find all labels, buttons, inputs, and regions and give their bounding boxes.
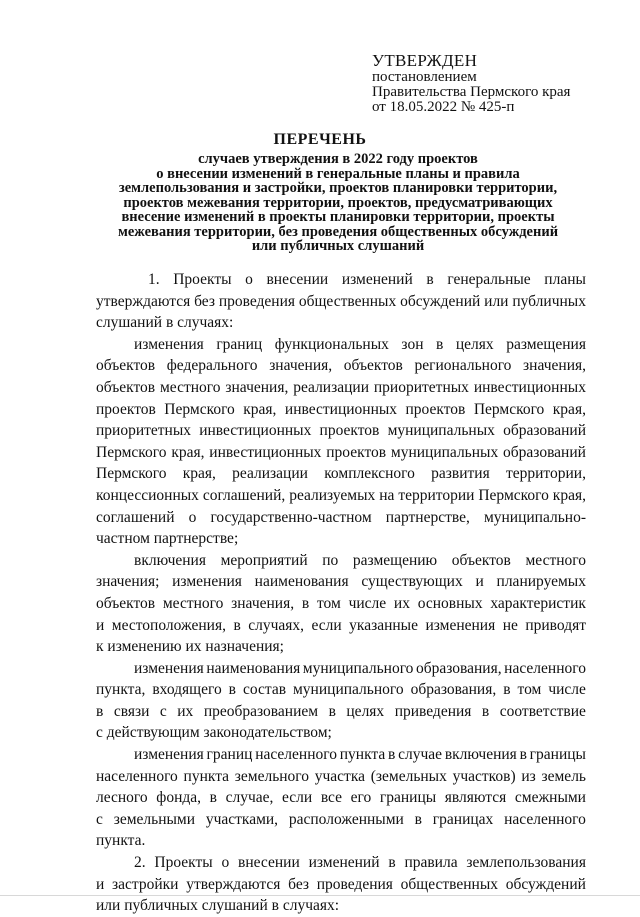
- document-subtitle: [100, 152, 576, 254]
- body-line: пункта, входящего в состав муниципального образования, в том числе: [96, 681, 586, 699]
- approval-line: Правительства Пермского края: [372, 84, 571, 100]
- body-line: соглашений о государственно-частном партнерстве, муниципально-: [96, 508, 586, 526]
- body-line: лесного фонда, в случае, если все его границы являются смежными: [96, 789, 586, 807]
- subtitle-line: землепользования и застройки, проектов планировки территории,: [118, 180, 558, 196]
- subtitle-line: случаев утверждения в 2022 году проектов: [198, 151, 478, 167]
- body-line: приоритетных инвестиционных проектов муниципальных образований: [96, 422, 586, 440]
- body-line: значения; изменения наименования существующих и планируемых: [96, 573, 586, 591]
- body-line: к изменению их назначения;: [96, 638, 284, 656]
- body-line: 2. Проекты о внесении изменений в правила землепользования: [134, 854, 586, 872]
- body-line: слушаний в случаях:: [96, 314, 234, 332]
- body-line: Пермского края, реализации комплексного развития территории,: [96, 465, 586, 483]
- body-line: объектов местного значения, в том числе их основных характеристик: [96, 594, 586, 612]
- page-edge-divider: [0, 895, 640, 896]
- body-line: проектов Пермского края, инвестиционных проектов Пермского края,: [96, 400, 586, 418]
- body-line: пункта.: [96, 832, 146, 850]
- body-line: населенного пункта земельного участка (земельных участков) из земель: [96, 767, 586, 785]
- body-line: с земельными участками, расположенными в границах населенного: [96, 810, 586, 828]
- approval-line: постановлением: [372, 69, 477, 85]
- document-body: [96, 269, 586, 917]
- body-line: объектов местного значения, реализации приоритетных инвестиционных: [96, 378, 586, 396]
- body-line: Пермского края, инвестиционных проектов муниципальных образований: [96, 443, 586, 461]
- body-line: в связи с их преобразованием в целях приведения в соответствие: [96, 702, 586, 720]
- body-line: утверждаются без проведения общественных обсуждений или публичных: [96, 292, 586, 310]
- body-line: или публичных слушаний в случаях:: [96, 897, 340, 915]
- body-line: и застройки утверждаются без проведения общественных обсуждений: [96, 875, 586, 893]
- body-line: объектов федерального значения, объектов регионального значения,: [96, 357, 586, 375]
- body-line: и местоположения, в случаях, если указанные изменения не приводят: [96, 616, 586, 634]
- body-line: с действующим законодательством;: [96, 724, 332, 742]
- approval-heading: УТВЕРЖДЕН: [372, 51, 478, 70]
- body-line: включения мероприятий по размещению объектов местного: [134, 551, 586, 569]
- body-line: 1. Проекты о внесении изменений в генеральные планы: [148, 271, 586, 288]
- document-title: ПЕРЕЧЕНЬ: [273, 131, 367, 148]
- subtitle-line: межевания территории, без проведения общественных обсуждений: [117, 223, 559, 240]
- body-line: изменения границ населенного пункта в случае включения в границы: [134, 746, 586, 764]
- body-line: изменения границ функциональных зон в целях размещения: [134, 335, 586, 353]
- body-line: изменения наименования муниципального образования, населенного: [134, 659, 586, 677]
- body-line: частном партнерстве;: [96, 530, 239, 548]
- subtitle-line: о внесении изменений в генеральные планы и правила: [156, 165, 520, 182]
- approval-line: от 18.05.2022 № 425-п: [372, 99, 515, 115]
- approval-block: [372, 52, 622, 115]
- subtitle-line: или публичных слушаний: [251, 238, 425, 254]
- subtitle-line: внесение изменений в проекты планировки территории, проекты: [121, 209, 555, 225]
- body-line: концессионных соглашений, реализуемых на территории Пермского края,: [96, 486, 586, 504]
- subtitle-line: проектов межевания территории, проектов, предусматривающих: [123, 194, 553, 211]
